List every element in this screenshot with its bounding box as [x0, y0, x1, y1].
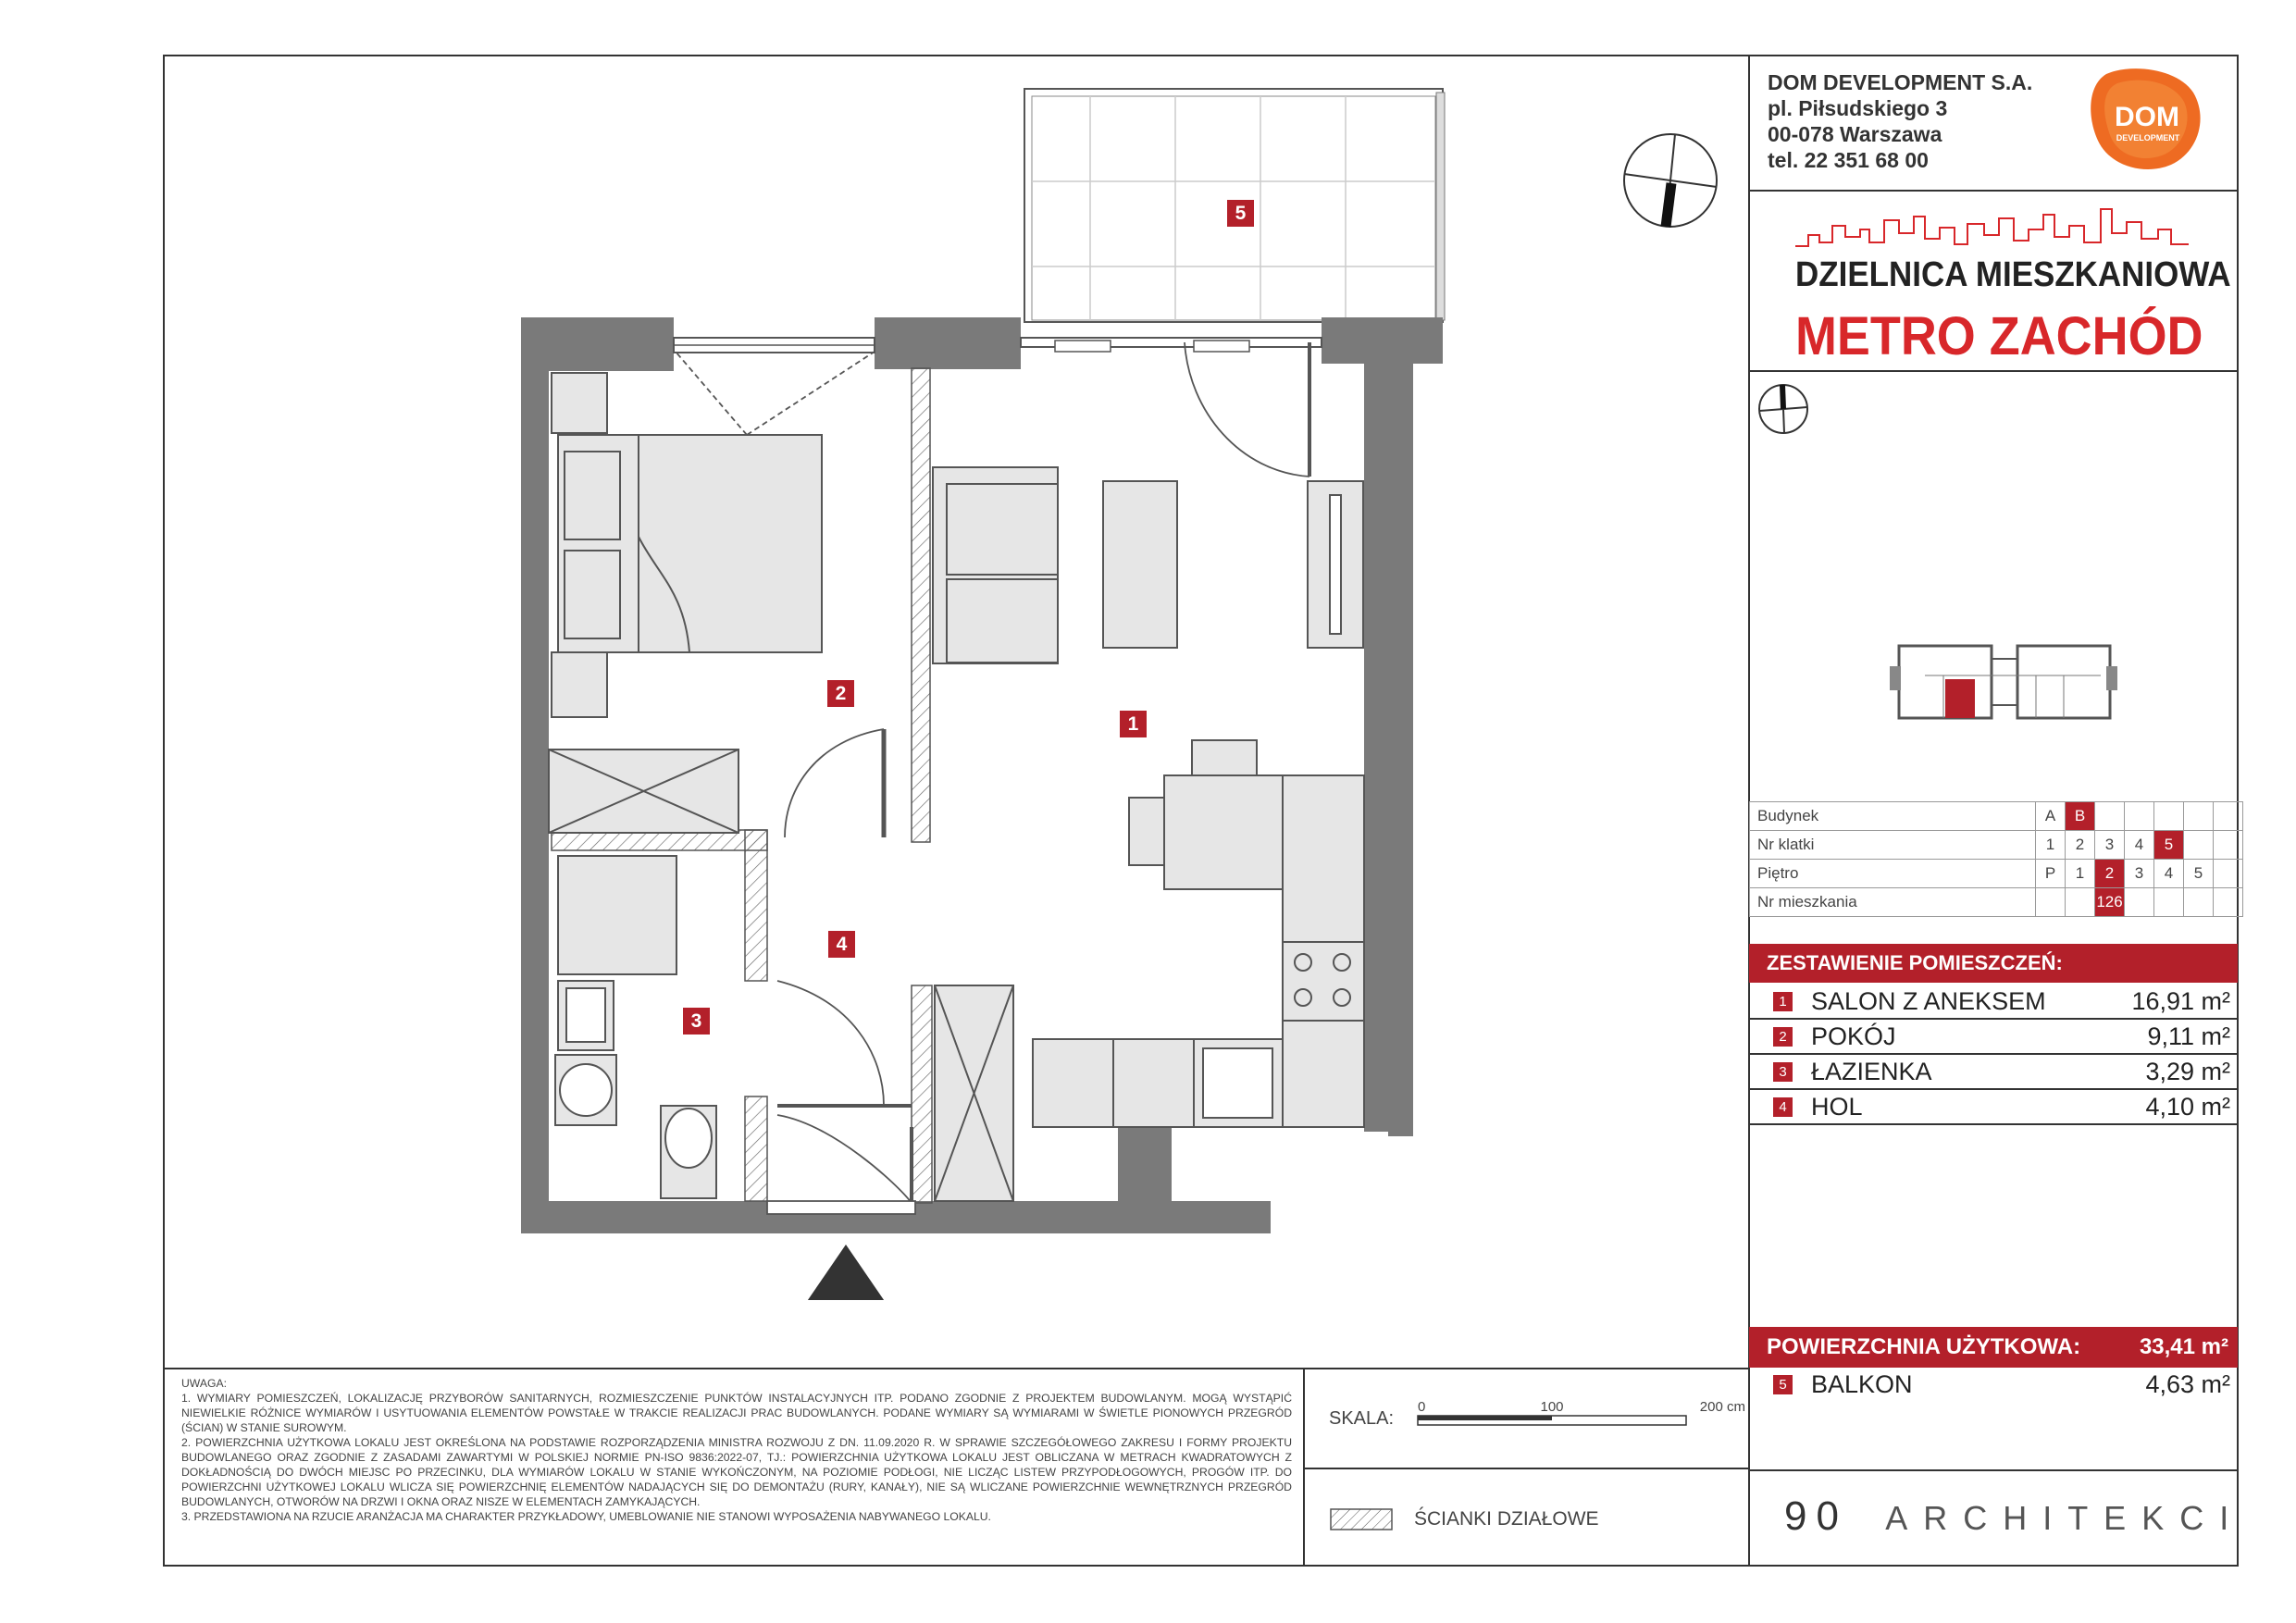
company-phone: tel. 22 351 68 00	[1768, 148, 1929, 172]
info-cell	[2095, 802, 2125, 831]
info-row-label: Budynek	[1750, 802, 2036, 831]
balcony-number: 5	[1773, 1375, 1793, 1394]
room-area: 9,11 m²	[2147, 1022, 2230, 1050]
apartment-info-table	[1749, 801, 2243, 917]
scale-bar	[1416, 1397, 1749, 1439]
info-cell: 2	[2095, 860, 2125, 888]
compass-icon	[1620, 130, 1721, 231]
info-cell	[2214, 860, 2243, 888]
info-cell	[2154, 888, 2184, 917]
plan-marker-4: 4	[828, 931, 855, 958]
architect-number: 90	[1784, 1493, 1848, 1539]
notes-block	[181, 1376, 1292, 1524]
info-row	[1750, 888, 2243, 917]
company-contact	[1768, 69, 2032, 173]
usable-area-bar	[1749, 1327, 2238, 1368]
dom-development-logo	[2090, 67, 2205, 173]
room-row	[1749, 1090, 2238, 1125]
room-name: ŁAZIENKA	[1811, 1058, 1932, 1085]
entrance-arrow-icon	[800, 1245, 892, 1300]
info-cell: B	[2066, 802, 2095, 831]
note-1: 1. WYMIARY POMIESZCZEŃ, LOKALIZACJĘ PRZYBORÓW SANITARNYCH, ROZMIESZCZENIE PUNKTÓW INSTALACYJNYCH ITP. PODANO ZGODNIE Z PROJEKTEM BUDOWLANYM. MOGĄ WYSTĄPIĆ NIEWIELKIE RÓŻNICE WYMIARÓW I USYTUOWANIA ELEMENTÓW POWSTAŁE W TRAKCIE REALIZACJI PRAC BUDOWLANYCH. PODANE WYMIARY SĄ WYMIARAMI W ŚWIETLE PIONOWYCH PRZEGRÓD (ŚCIAN) W STANIE SUROWYM.	[181, 1392, 1292, 1434]
note-2: 2. POWIERZCHNIA UŻYTKOWA LOKALU JEST OKREŚLONA NA PODSTAWIE ROZPORZĄDZENIA MINISTRA ROZWOJU Z DN. 11.09.2020 R. W SPRAWIE SZCZEGÓŁOWEGO ZAKRESU I FORMY PROJEKTU BUDOWLANEGO ORAZ ZGODNIE Z ZASADAMI ZAWARTYMI W POLSKIEJ NORMIE PN-ISO 9836:2022-07, TJ.: POWIERZCHNIA UŻYTKOWA LOKALU JEST OBLICZANA W METRACH KWADRATOWYCH Z DOKŁADNOŚCIĄ DO DWÓCH MIEJSC PO PRZECINKU, DLA WYMIARÓW LOKALU W STANIE WYKOŃCZONYM, NA POZIOMIE PODŁOGI, NIE LICZĄC LISTEW PRZYPODŁOGOWYCH, PROGÓW ITP. DO POWIERZCHNI UŻYTKOWEJ LOKALU WLICZA SIĘ POWIERZCHNIĘ ELEMENTÓW NADAJĄCYCH SIĘ DO DEMONTAŻU (RURY, KANAŁY), NIE SĄ WLICZANE POWIERZCHNIE WEWNĘTRZNYCH PRZEGRÓD BUDOWLANYCH, OTWORÓW NA DRZWI I OKNA ORAZ NISZE W ELEMENTACH ZAMYKAJĄCYCH.	[181, 1436, 1292, 1508]
company-name: DOM DEVELOPMENT S.A.	[1768, 70, 2033, 94]
room-name: SALON Z ANEKSEM	[1811, 987, 2046, 1015]
info-row	[1750, 860, 2243, 888]
info-cell	[2125, 888, 2154, 917]
room-number: 4	[1773, 1097, 1793, 1117]
wardrobe	[549, 750, 738, 833]
info-cell: 1	[2066, 860, 2095, 888]
company-address-1: pl. Piłsudskiego 3	[1768, 96, 1948, 120]
plan-marker-1: 1	[1120, 711, 1147, 737]
info-cell: 3	[2125, 860, 2154, 888]
room-area: 4,10 m²	[2145, 1093, 2230, 1121]
building-key-plan	[1888, 638, 2119, 736]
plan-marker-2: 2	[827, 680, 854, 707]
hatch-legend-swatch	[1330, 1508, 1393, 1530]
info-cell	[2154, 802, 2184, 831]
usable-area-value: 33,41 m²	[2139, 1334, 2228, 1359]
rooms-title: ZESTAWIENIE POMIESZCZEŃ:	[1767, 951, 2063, 974]
scale-tick-100: 100	[1540, 1399, 1564, 1415]
info-cell	[2214, 888, 2243, 917]
scale-tick-200: 200 cm	[1699, 1399, 1745, 1415]
plan-marker-5: 5	[1227, 200, 1254, 227]
room-name: HOL	[1811, 1093, 1863, 1121]
logo-text-dom: DOM	[2115, 102, 2179, 132]
room-area: 16,91 m²	[2131, 987, 2230, 1015]
room-row	[1749, 985, 2238, 1020]
info-cell: 1	[2036, 831, 2066, 860]
notes-divider	[163, 1368, 1749, 1369]
room-number: 2	[1773, 1027, 1793, 1047]
info-cell: 5	[2184, 860, 2214, 888]
info-row-label: Piętro	[1750, 860, 2036, 888]
info-cell: A	[2036, 802, 2066, 831]
architect-mark	[1784, 1493, 2244, 1540]
living-furniture	[933, 467, 1363, 663]
info-row-label: Nr mieszkania	[1750, 888, 2036, 917]
info-cell	[2184, 802, 2214, 831]
info-cell	[2036, 888, 2066, 917]
balcony-area: 4,63 m²	[2145, 1370, 2230, 1398]
sidebar-line-1	[1748, 190, 2239, 192]
info-row	[1750, 831, 2243, 860]
bed	[552, 373, 822, 717]
floor-plan	[500, 79, 1471, 1300]
room-number: 3	[1773, 1062, 1793, 1082]
notes-title: UWAGA:	[181, 1377, 227, 1390]
rooms-list	[1749, 985, 2238, 1125]
plan-marker-3: 3	[683, 1008, 710, 1035]
scale-legend-divider	[1303, 1468, 1749, 1469]
info-cell: 126	[2095, 888, 2125, 917]
room-name: POKÓJ	[1811, 1022, 1896, 1050]
info-cell	[2214, 802, 2243, 831]
sidebar-line-3	[1748, 1469, 2239, 1471]
info-cell: 2	[2066, 831, 2095, 860]
compass-small-icon	[1756, 381, 1811, 437]
info-cell	[2184, 831, 2214, 860]
scale-tick-0: 0	[1418, 1399, 1426, 1415]
info-row	[1750, 802, 2243, 831]
info-cell: 3	[2095, 831, 2125, 860]
rooms-header	[1749, 944, 2238, 983]
room-row	[1749, 1020, 2238, 1055]
balcony-name: BALKON	[1811, 1370, 1913, 1398]
legend-label: ŚCIANKI DZIAŁOWE	[1414, 1508, 1599, 1530]
info-cell	[2214, 831, 2243, 860]
skyline-graphic	[1795, 202, 2189, 257]
info-cell: 4	[2154, 860, 2184, 888]
room-number: 1	[1773, 992, 1793, 1011]
room-row	[1749, 1055, 2238, 1090]
info-row-label: Nr klatki	[1750, 831, 2036, 860]
info-cell	[2184, 888, 2214, 917]
scale-label: SKALA:	[1329, 1408, 1395, 1429]
info-cell: 5	[2154, 831, 2184, 860]
architect-name: ARCHITEKCI	[1885, 1499, 2245, 1537]
logo-text-development: DEVELOPMENT	[2116, 133, 2180, 142]
note-3: 3. PRZEDSTAWIONA NA RZUCIE ARANŻACJA MA CHARAKTER PRZYKŁADOWY, UMEBLOWANIE NIE STANOWI WYPOSAŻENIA NABYWANEGO LOKALU.	[181, 1510, 991, 1523]
balcony-row	[1749, 1368, 2238, 1401]
project-title-line-1: DZIELNICA MIESZKANIOWA	[1795, 255, 2231, 294]
project-title-line-2: METRO ZACHÓD	[1795, 306, 2203, 366]
sidebar-line-2	[1748, 370, 2239, 372]
info-cell	[2066, 888, 2095, 917]
company-address-2: 00-078 Warszawa	[1768, 122, 1942, 146]
info-cell: 4	[2125, 831, 2154, 860]
usable-area-label: POWIERZCHNIA UŻYTKOWA:	[1767, 1334, 2081, 1359]
info-cell: P	[2036, 860, 2066, 888]
room-area: 3,29 m²	[2145, 1058, 2230, 1085]
info-cell	[2125, 802, 2154, 831]
